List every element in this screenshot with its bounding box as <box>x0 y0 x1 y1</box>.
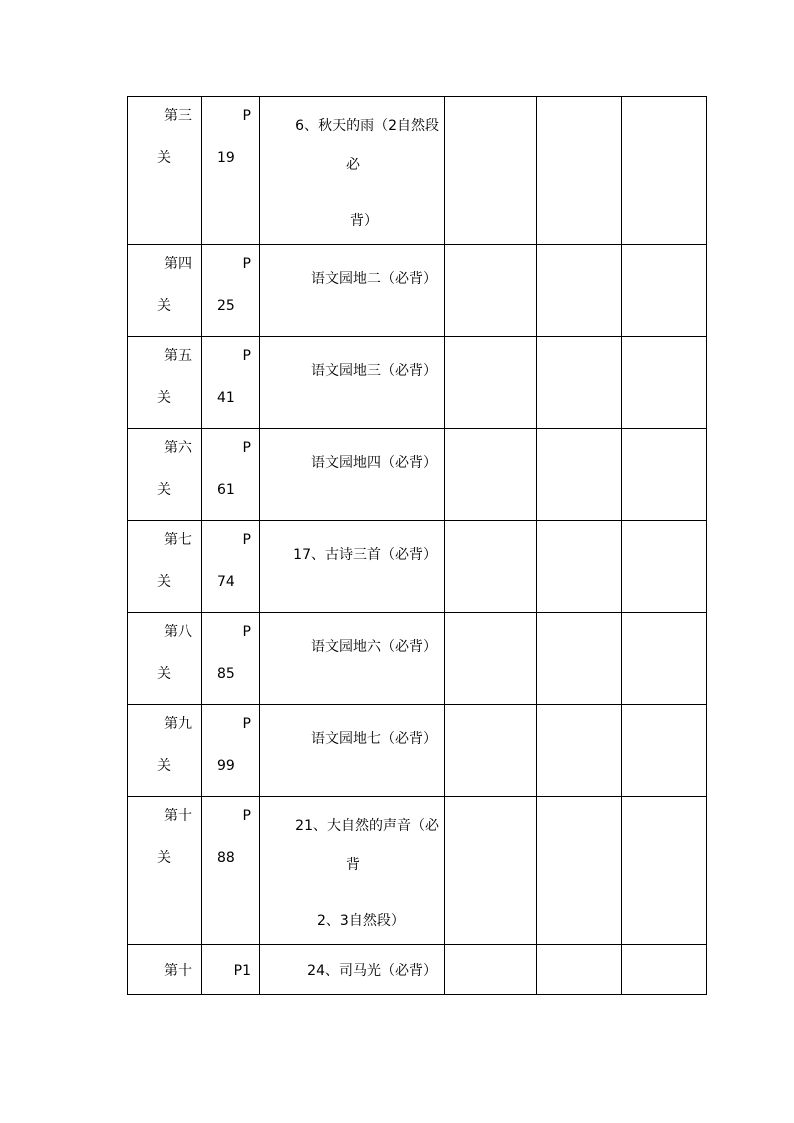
page-cell <box>202 429 260 521</box>
blank-cell <box>622 613 707 705</box>
level-label: 第三 <box>164 108 192 124</box>
page-prefix: P <box>242 256 251 272</box>
blank-cell <box>445 797 537 945</box>
content-line-3: 2、3自然段） <box>317 913 405 929</box>
level-suffix: 关 <box>157 758 171 774</box>
content-line-1: 21、大自然的声音（必 <box>295 818 439 834</box>
page-number: 25 <box>217 298 235 314</box>
page-prefix: P <box>242 716 251 732</box>
page-prefix: P <box>242 348 251 364</box>
level-suffix: 关 <box>157 482 171 498</box>
content-line-2: 背 <box>346 857 360 873</box>
page-cell <box>202 797 260 945</box>
page-cell <box>202 521 260 613</box>
level-label: 第十 <box>164 963 192 979</box>
blank-cell <box>537 245 622 337</box>
content-cell <box>260 337 445 429</box>
level-cell <box>128 429 202 521</box>
blank-cell <box>537 521 622 613</box>
level-suffix: 关 <box>157 298 171 314</box>
content-line-1: 语文园地二（必背） <box>311 271 437 287</box>
level-cell <box>128 245 202 337</box>
level-label: 第十 <box>164 808 192 824</box>
level-suffix: 关 <box>157 150 171 166</box>
content-line-1: 24、司马光（必背） <box>307 963 437 979</box>
content-cell <box>260 97 445 245</box>
table-row <box>128 705 707 797</box>
level-cell <box>128 613 202 705</box>
table-row <box>128 97 707 245</box>
content-line-1: 6、秋天的雨（2自然段 <box>295 118 439 134</box>
page-cell <box>202 97 260 245</box>
page-number: 41 <box>217 390 235 406</box>
blank-cell <box>622 97 707 245</box>
table-row <box>128 429 707 521</box>
level-suffix: 关 <box>157 390 171 406</box>
table-row <box>128 797 707 945</box>
level-label: 第八 <box>164 624 192 640</box>
blank-cell <box>537 945 622 995</box>
blank-cell <box>537 613 622 705</box>
blank-cell <box>622 945 707 995</box>
content-line-1: 语文园地四（必背） <box>311 455 437 471</box>
page-prefix: P1 <box>233 963 251 979</box>
page-number: 61 <box>217 482 235 498</box>
blank-cell <box>622 429 707 521</box>
content-line-2: 必 <box>346 157 360 173</box>
level-label: 第七 <box>164 532 192 548</box>
page-prefix: P <box>242 624 251 640</box>
blank-cell <box>445 337 537 429</box>
blank-cell <box>622 705 707 797</box>
page-cell <box>202 945 260 995</box>
page-cell <box>202 245 260 337</box>
page-number: 85 <box>217 666 235 682</box>
level-label: 第五 <box>164 348 192 364</box>
level-suffix: 关 <box>157 574 171 590</box>
page-number: 74 <box>217 574 235 590</box>
table-row <box>128 245 707 337</box>
level-suffix: 关 <box>157 850 171 866</box>
page-prefix: P <box>242 108 251 124</box>
level-cell <box>128 97 202 245</box>
content-cell <box>260 521 445 613</box>
table-row <box>128 613 707 705</box>
level-label: 第六 <box>164 440 192 456</box>
content-cell <box>260 429 445 521</box>
level-label: 第四 <box>164 256 192 272</box>
content-cell <box>260 245 445 337</box>
blank-cell <box>537 429 622 521</box>
table-row <box>128 337 707 429</box>
level-cell <box>128 945 202 995</box>
page-prefix: P <box>242 808 251 824</box>
blank-cell <box>537 797 622 945</box>
blank-cell <box>622 521 707 613</box>
content-cell <box>260 705 445 797</box>
level-cell <box>128 797 202 945</box>
page-number: 99 <box>217 758 235 774</box>
blank-cell <box>445 945 537 995</box>
page-number: 88 <box>217 850 235 866</box>
level-cell <box>128 705 202 797</box>
blank-cell <box>445 245 537 337</box>
level-suffix: 关 <box>157 666 171 682</box>
blank-cell <box>537 337 622 429</box>
blank-cell <box>445 521 537 613</box>
level-cell <box>128 521 202 613</box>
blank-cell <box>445 429 537 521</box>
page-cell <box>202 705 260 797</box>
page-prefix: P <box>242 532 251 548</box>
content-line-1: 语文园地七（必背） <box>311 731 437 747</box>
blank-cell <box>622 797 707 945</box>
level-cell <box>128 337 202 429</box>
content-line-3: 背） <box>350 213 378 229</box>
content-cell <box>260 613 445 705</box>
blank-cell <box>445 705 537 797</box>
checklist-table <box>127 96 707 995</box>
page-cell <box>202 337 260 429</box>
content-line-1: 17、古诗三首（必背） <box>293 547 437 563</box>
blank-cell <box>445 97 537 245</box>
blank-cell <box>537 705 622 797</box>
table-row <box>128 521 707 613</box>
content-line-1: 语文园地三（必背） <box>311 363 437 379</box>
level-label: 第九 <box>164 716 192 732</box>
blank-cell <box>445 613 537 705</box>
page-cell <box>202 613 260 705</box>
content-cell <box>260 945 445 995</box>
content-line-1: 语文园地六（必背） <box>311 639 437 655</box>
page-number: 19 <box>217 150 235 166</box>
content-cell <box>260 797 445 945</box>
blank-cell <box>622 337 707 429</box>
blank-cell <box>537 97 622 245</box>
blank-cell <box>622 245 707 337</box>
page-prefix: P <box>242 440 251 456</box>
table-row <box>128 945 707 995</box>
